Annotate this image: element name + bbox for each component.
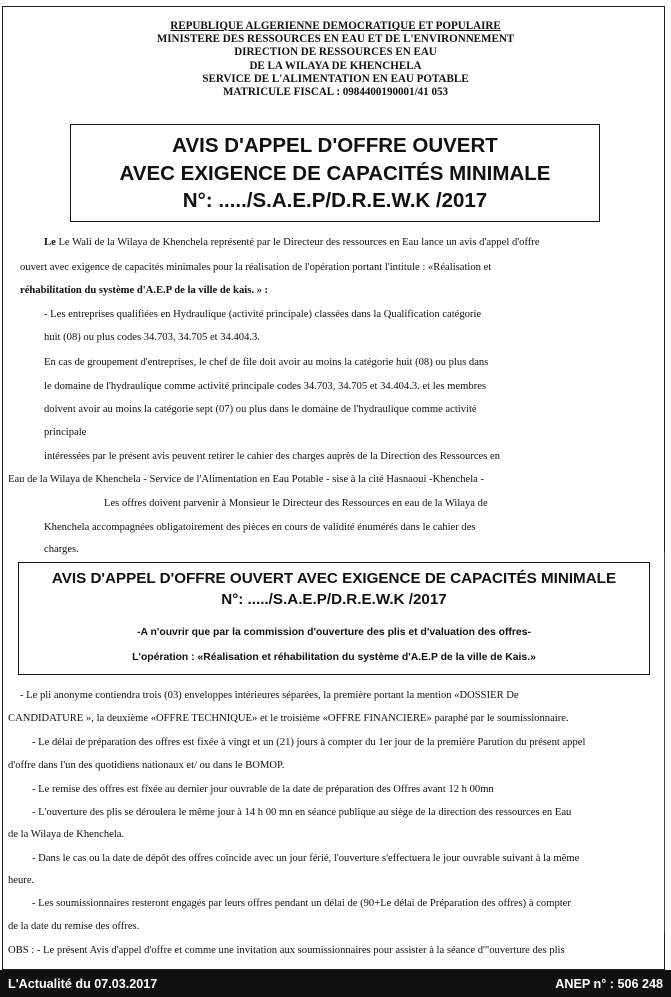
grouping-line-4: principale [44, 427, 87, 438]
column-edge-line [664, 552, 665, 932]
condition-4-line-2: de la Wilaya de Khenchela. [8, 829, 125, 840]
condition-4-line-1: - L'ouverture des plis se déroulera le même jour à 14 h 00 mn en séance publique au siège de la direction des ressources en Eau [32, 807, 572, 818]
submission-line-2: Khenchela accompagnées obligatoirement des pièces en cours de validité énumérés dans le cahier des [44, 522, 476, 533]
eligibility-line-1: - Les entreprises qualifiées en Hydraulique (activité principale) classées dans la Qualification catégorie [44, 309, 482, 320]
condition-5-line-1: - Dans le cas ou la date de dépôt des offres coïncide avec un jour férié, l'ouverture s'effectuera le jour ouvrable suivant à la même [32, 853, 580, 864]
letterhead [0, 20, 671, 99]
withdrawal-line-2: Eau de la Wilaya de Khenchela - Service de l'Alimentation en Eau Potable - sise à la cité Hasnaoui -Khenchela - [8, 474, 485, 485]
grouping-line-3: doivent avoir au moins la catégorie sept (07) ou plus dans le domaine de l'hydraulique comme activité [44, 404, 477, 415]
envelope-operation: L'opération : «Réalisation et réhabilitation du système d'A.E.P de la ville de Kais.» [132, 652, 536, 663]
envelope-instruction: -A n'ouvrir que par la commission d'ouverture des plis et d'valuation des offres- [137, 627, 531, 638]
notice-title-line1: AVIS D'APPEL D'OFFRE OUVERT [172, 134, 498, 157]
header-direction: DIRECTION DE RESSOURCES EN EAU [234, 46, 437, 59]
notice-title-box [70, 124, 600, 222]
header-service: SERVICE DE L'ALIMENTATION EN EAU POTABLE [202, 72, 469, 85]
intro-line-3: réhabilitation du système d'A.E.P de la ville de kais. » : [20, 285, 269, 296]
grouping-line-2: le domaine de l'hydraulique comme activité principale codes 34.703, 34.705 et 34.404.3. et les membres [44, 381, 487, 392]
condition-3-line-1: - Le remise des offres est fixée au dernier jour ouvrable de la date de préparation des Offres avant 12 h 00mn [32, 784, 494, 795]
intro-line-1: Le Le Wali de la Wilaya de Khenchela représenté par le Directeur des ressources en Eau lance un avis d'appel d'offre [44, 237, 540, 248]
withdrawal-line-1: intéressées par le présent avis peuvent retirer le cahier des charges auprès de la Direction des Ressources en [44, 451, 501, 462]
submission-line-3: charges. [44, 544, 79, 555]
notice-title-line2: AVEC EXIGENCE DE CAPACITÉS MINIMALE [119, 161, 551, 185]
intro-text: Le Wali de la Wilaya de Khenchela représenté par le Directeur des ressources en Eau lance un avis d'appel d'offre [58, 237, 540, 248]
notice-number: N°: ...../S.A.E.P/D.R.E.W.K /2017 [182, 189, 488, 212]
envelope-title: AVIS D'APPEL D'OFFRE OUVERT AVEC EXIGENCE DE CAPACITÉS MINIMALE [51, 570, 617, 587]
condition-5-line-2: heure. [8, 875, 35, 886]
eligibility-line-2: huit (08) ou plus codes 34.703, 34.705 et 34.404.3. [44, 332, 260, 343]
condition-2-line-2: d'offre dans l'un des quotidiens nationaux et/ ou dans le BOMOP. [8, 760, 285, 771]
anep-number: ANEP n° : 506 248 [555, 977, 663, 991]
footer-bar [0, 970, 671, 997]
header-wilaya: DE LA WILAYA DE KHENCHELA [249, 59, 422, 72]
submission-line-1: Les offres doivent parvenir à Monsieur le Directeur des Ressources en eau de la Wilaya de [104, 498, 488, 509]
envelope-number: N°: ...../S.A.E.P/D.R.E.W.K /2017 [221, 591, 447, 608]
intro-line-2: ouvert avec exigence de capacités minimales pour la réalisation de l'opération portant l'intitule : «Réalisation et [20, 262, 492, 273]
condition-6-line-2: de la date du remise des offres. [8, 921, 140, 932]
condition-2-line-1: - Le délai de préparation des offres est fixée à vingt et un (21) jours à compter du 1er jour de la première Parution du présent appel [32, 737, 586, 748]
publication-date: L'Actualité du 07.03.2017 [8, 977, 158, 991]
condition-6-line-1: - Les soumissionnaires resteront engagés par leurs offres pendant un délai de (90+Le délai de Préparation des offres) à compter [32, 898, 571, 909]
grouping-line-1: En cas de groupement d'entreprises, le chef de file doit avoir au moins la catégorie huit (08) ou plus dans [44, 357, 489, 368]
header-fiscal-number: MATRICULE FISCAL : 0984400190001/41 053 [222, 86, 449, 99]
header-republic: REPUBLIQUE ALGERIENNE DEMOCRATIQUE ET POPULAIRE [170, 20, 501, 32]
envelope-notice-box [18, 562, 650, 675]
condition-1-line-2: CANDIDATURE », la deuxième «OFFRE TECHNIQUE» et le troisième «OFFRE FINANCIERE» paraphé par le soumissionnaire. [8, 713, 569, 724]
header-ministry: MINISTERE DES RESSOURCES EN EAU ET DE L'ENVIRONNEMENT [156, 33, 515, 46]
observation-line: OBS : - Le présent Avis d'appel d'offre et comme une invitation aux soumissionnaires pour assister à la séance d'"ouverture des plis [8, 945, 565, 956]
condition-1-line-1: - Le pli anonyme contiendra trois (03) enveloppes intérieures séparées, la première portant la mention «DOSSIER De [20, 690, 519, 701]
